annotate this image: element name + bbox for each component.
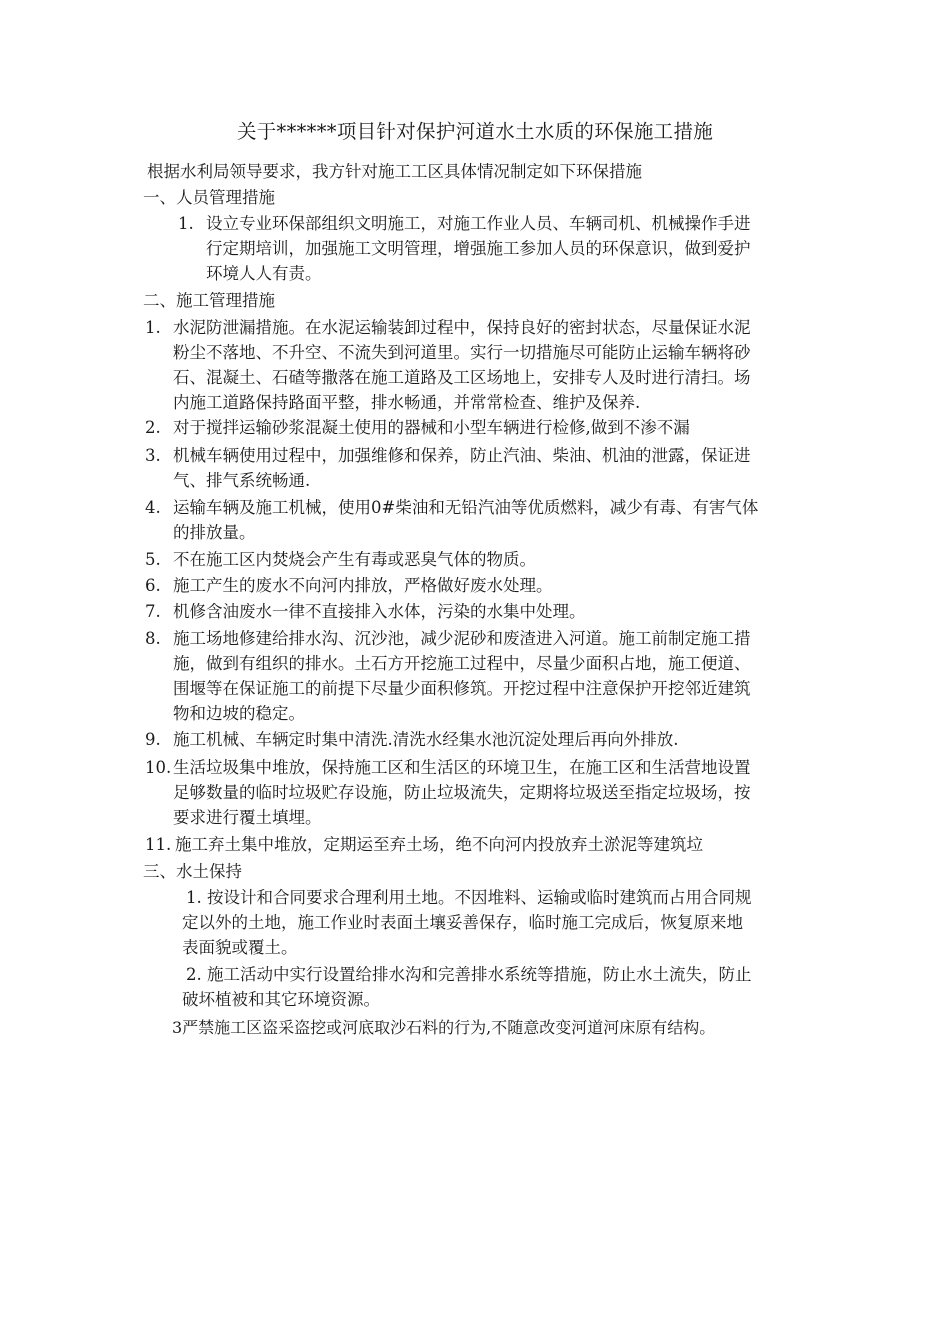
item-line: 不在施工区内焚烧会产生有毒或恶臭气体的物质。 xyxy=(173,550,536,569)
item-line: 物和边坡的稳定。 xyxy=(173,704,305,723)
item-number: 8. xyxy=(145,629,161,648)
item-line: 施，做到有组织的排水。土石方开挖施工过程中，尽量少面积占地，施工便道、 xyxy=(173,654,751,673)
item-line: 围堰等在保证施工的前提下尽量少面积修筑。开挖过程中注意保护开挖邻近建筑 xyxy=(173,679,751,698)
intro-paragraph: 根据水利局领导要求，我方针对施工工区具体情况制定如下环保措施 xyxy=(147,162,642,181)
item-line: 环境人人有责。 xyxy=(206,264,322,283)
item-line: 内施工道路保持路面平整，排水畅通，并常常检查、维护及保养. xyxy=(173,393,641,412)
item-line: 施工弃土集中堆放，定期运至弃土场，绝不向河内投放弃土淤泥等建筑垃 xyxy=(175,835,703,854)
item-line: 机械车辆使用过程中，加强维修和保养，防止汽油、柴油、机油的泄露，保证进 xyxy=(173,446,751,465)
item-line: 气、排气系统畅通. xyxy=(173,471,311,490)
item-line: 生活垃圾集中堆放，保持施工区和生活区的环境卫生，在施工区和生活营地设置 xyxy=(173,758,751,777)
item-line: 施工场地修建给排水沟、沉沙池，减少泥砂和废渣进入河道。施工前制定施工措 xyxy=(173,629,751,648)
section-heading: 一、人员管理措施 xyxy=(143,188,275,207)
item-number: 10. xyxy=(145,758,172,777)
item-line: 表面貌或覆土。 xyxy=(182,938,298,957)
item-line: 施工机械、车辆定时集中清洗.清洗水经集水池沉淀处理后再向外排放. xyxy=(173,730,679,749)
item-line: 石、混凝土、石碴等撒落在施工道路及工区场地上，安排专人及时进行清扫。场 xyxy=(173,368,751,387)
item-number: 1. xyxy=(178,214,194,233)
item-number: 11. xyxy=(145,835,172,854)
item-line: 机修含油废水一律不直接排入水体，污染的水集中处理。 xyxy=(173,602,586,621)
item-line: 定以外的土地，施工作业时表面土壤妥善保存，临时施工完成后，恢复原来地 xyxy=(182,913,743,932)
item-line: 要求进行覆土填埋。 xyxy=(173,808,322,827)
item-number: 1. xyxy=(145,318,161,337)
item-line: 2. 施工活动中实行设置给排水沟和完善排水系统等措施，防止水土流失，防止 xyxy=(186,965,752,984)
item-line: 粉尘不落地、不升空、不流失到河道里。实行一切措施尽可能防止运输车辆将砂 xyxy=(173,343,751,362)
item-line: 足够数量的临时垃圾贮存设施，防止垃圾流失，定期将垃圾送至指定垃圾场，按 xyxy=(173,783,751,802)
item-line: 行定期培训，加强施工文明管理，增强施工参加人员的环保意识，做到爱护 xyxy=(206,239,751,258)
item-line: 1. 按设计和合同要求合理利用土地。不因堆料、运输或临时建筑而占用合同规 xyxy=(186,888,752,907)
item-number: 6. xyxy=(145,576,161,595)
item-number: 7. xyxy=(145,602,161,621)
item-line: 施工产生的废水不向河内排放，严格做好废水处理。 xyxy=(173,576,553,595)
document-title: 关于******项目针对保护河道水土水质的环保施工措施 xyxy=(236,120,714,143)
item-line: 设立专业环保部组织文明施工，对施工作业人员、车辆司机、机械操作手进 xyxy=(206,214,751,233)
item-number: 2. xyxy=(145,418,161,437)
section-heading: 二、施工管理措施 xyxy=(143,291,275,310)
section-heading: 三、水土保持 xyxy=(143,862,242,881)
item-line: 破坏植被和其它环境资源。 xyxy=(182,990,380,1009)
item-number: 9. xyxy=(145,730,161,749)
item-line: 3严禁施工区盗采盗挖或河底取沙石料的行为,不随意改变河道河床原有结构。 xyxy=(172,1018,716,1037)
item-line: 对于搅拌运输砂浆混凝土使用的器械和小型车辆进行检修,做到不渗不漏 xyxy=(173,418,690,437)
item-number: 5. xyxy=(145,550,161,569)
item-number: 4. xyxy=(145,498,161,517)
item-line: 水泥防泄漏措施。在水泥运输装卸过程中，保持良好的密封状态，尽量保证水泥 xyxy=(173,318,751,337)
item-number: 3. xyxy=(145,446,161,465)
item-line: 运输车辆及施工机械，使用0#柴油和无铅汽油等优质燃料，减少有毒、有害气体 xyxy=(173,498,759,517)
item-line: 的排放量。 xyxy=(173,523,256,542)
